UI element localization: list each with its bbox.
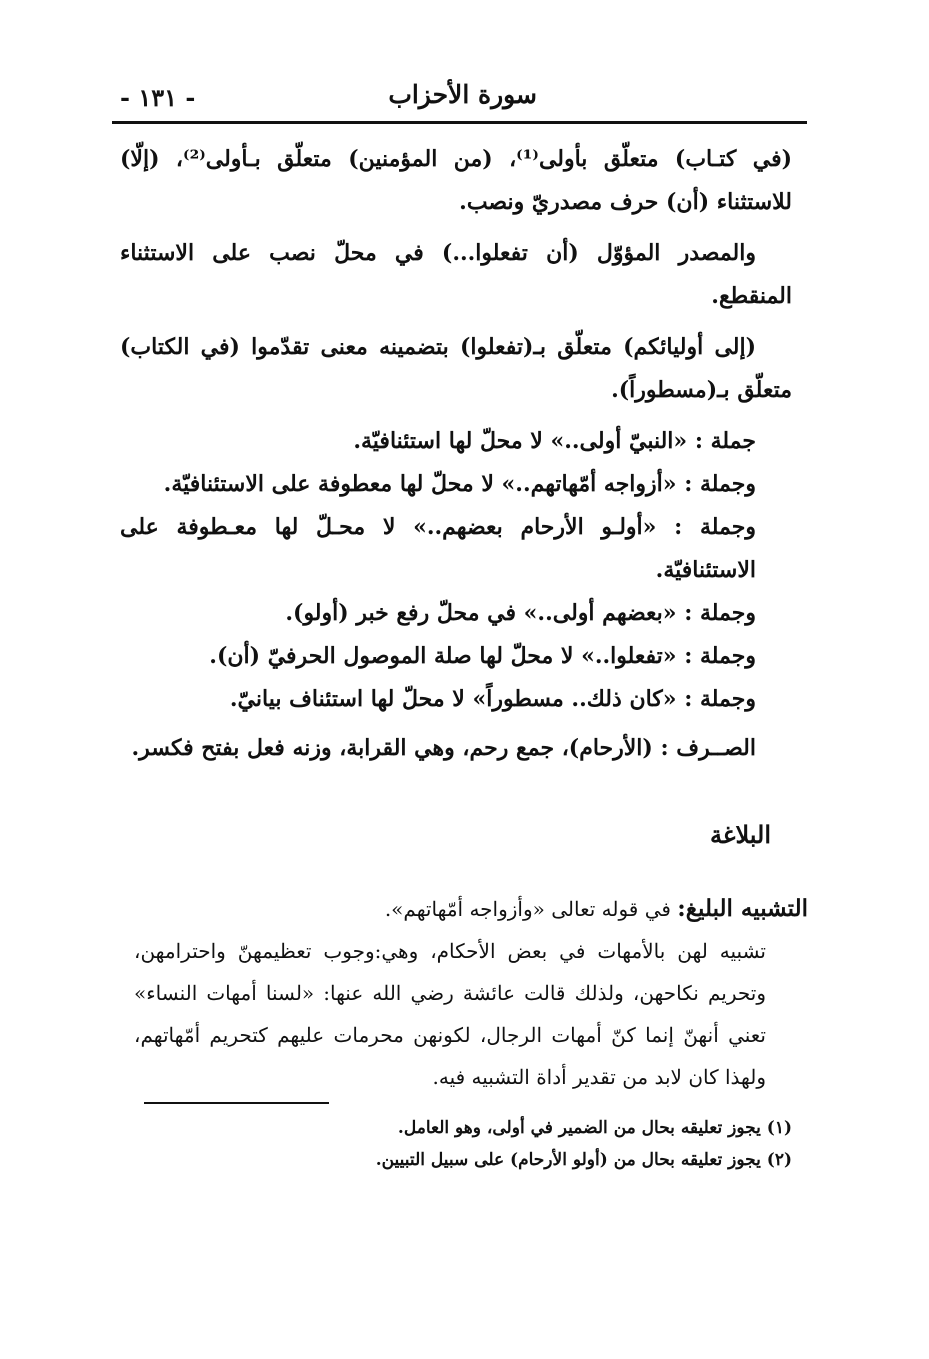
page-number: - ١٣١ -	[120, 83, 196, 112]
jumla-line-6: وجملة : «كان ذلك.. مسطوراً» لا محلّ لها استئناف بيانيّ.	[229, 686, 756, 712]
paragraph-2: والمصدر المؤوّل (أن تفعلوا...) في محلّ نصب على الاستثناء المنقطع.	[120, 240, 792, 309]
balagha-section	[134, 888, 808, 1098]
jumla-line-3: وجملة : «أولـو الأرحام بعضهم..» لا محـلّ لها معـطوفة على الاستئنافيّة.	[120, 514, 756, 583]
sarf-text: : (الأرحام)، جمع رحم، وهي القرابة، وزنه فعل بفتح فكسر.	[131, 735, 677, 761]
book-page	[112, 60, 807, 1260]
jumla-line-2: وجملة : «أزواجه أمّهاتهم..» لا محلّ لها معطوفة على الاستئنافيّة.	[163, 471, 756, 497]
paragraph-3: (إلى أوليائكم) متعلّق بـ(تفعلوا) بتضمينه معنى تقدّموا (في الكتاب) متعلّق بـ(مسطوراً).	[120, 334, 792, 403]
footnote-2: (٢) يجوز تعليقه بحال من (أولو الأرحام) على سبيل التبيين.	[375, 1150, 792, 1170]
footnote-1: (١) يجوز تعليقه بحال من الضمير في أولى، وهو العامل.	[397, 1118, 792, 1138]
jumla-line-5: وجملة : «تفعلوا..» لا محلّ لها صلة الموصول الحرفيّ (أن).	[209, 643, 756, 669]
balagha-label: التشبيه البليغ:	[677, 895, 808, 922]
surah-title: سورة الأحزاب	[388, 80, 537, 109]
balagha-body: تشبيه لهن بالأمهات في بعض الأحكام، وهي:وجوب تعظيمهنّ واحترامهن، وتحريم نكاحهن، ولذلك قالت عائشة رضي الله عنها: «لسنا أمهات النساء» تعني أنهنّ إنما كنّ أمهات الرجال، لكونهن محرمات عليهم كتحريم أمّهاتهم، ولهذا كان لابد من تقدير أداة التشبيه فيه.	[134, 939, 766, 1089]
irab-section	[120, 138, 792, 778]
balagha-heading: البلاغة	[710, 820, 771, 849]
sarf-paragraph	[120, 727, 792, 770]
jumla-line-1: جملة : «النبيّ أولى..» لا محلّ لها استئنافيّة.	[353, 428, 756, 454]
balagha-intro: في قوله تعالى «وأزواجه أمّهاتهم».	[384, 897, 678, 921]
footnote-divider	[144, 1102, 329, 1104]
footnotes	[112, 1112, 792, 1176]
jumla-line-4: وجملة : «بعضهم أولى..» في محلّ رفع خبر (أولو).	[285, 600, 756, 626]
header-divider	[112, 121, 807, 124]
paragraph-1: (في كتـاب) متعلّق بأولى⁽¹⁾، (من المؤمنين) متعلّق بـأولى⁽²⁾، (إلّا) للاستثناء (أن) حرف مصدريّ ونصب.	[120, 146, 792, 215]
page-header	[112, 60, 807, 124]
balagha-intro-line	[134, 888, 808, 930]
sarf-label: الصــرف	[676, 735, 756, 761]
